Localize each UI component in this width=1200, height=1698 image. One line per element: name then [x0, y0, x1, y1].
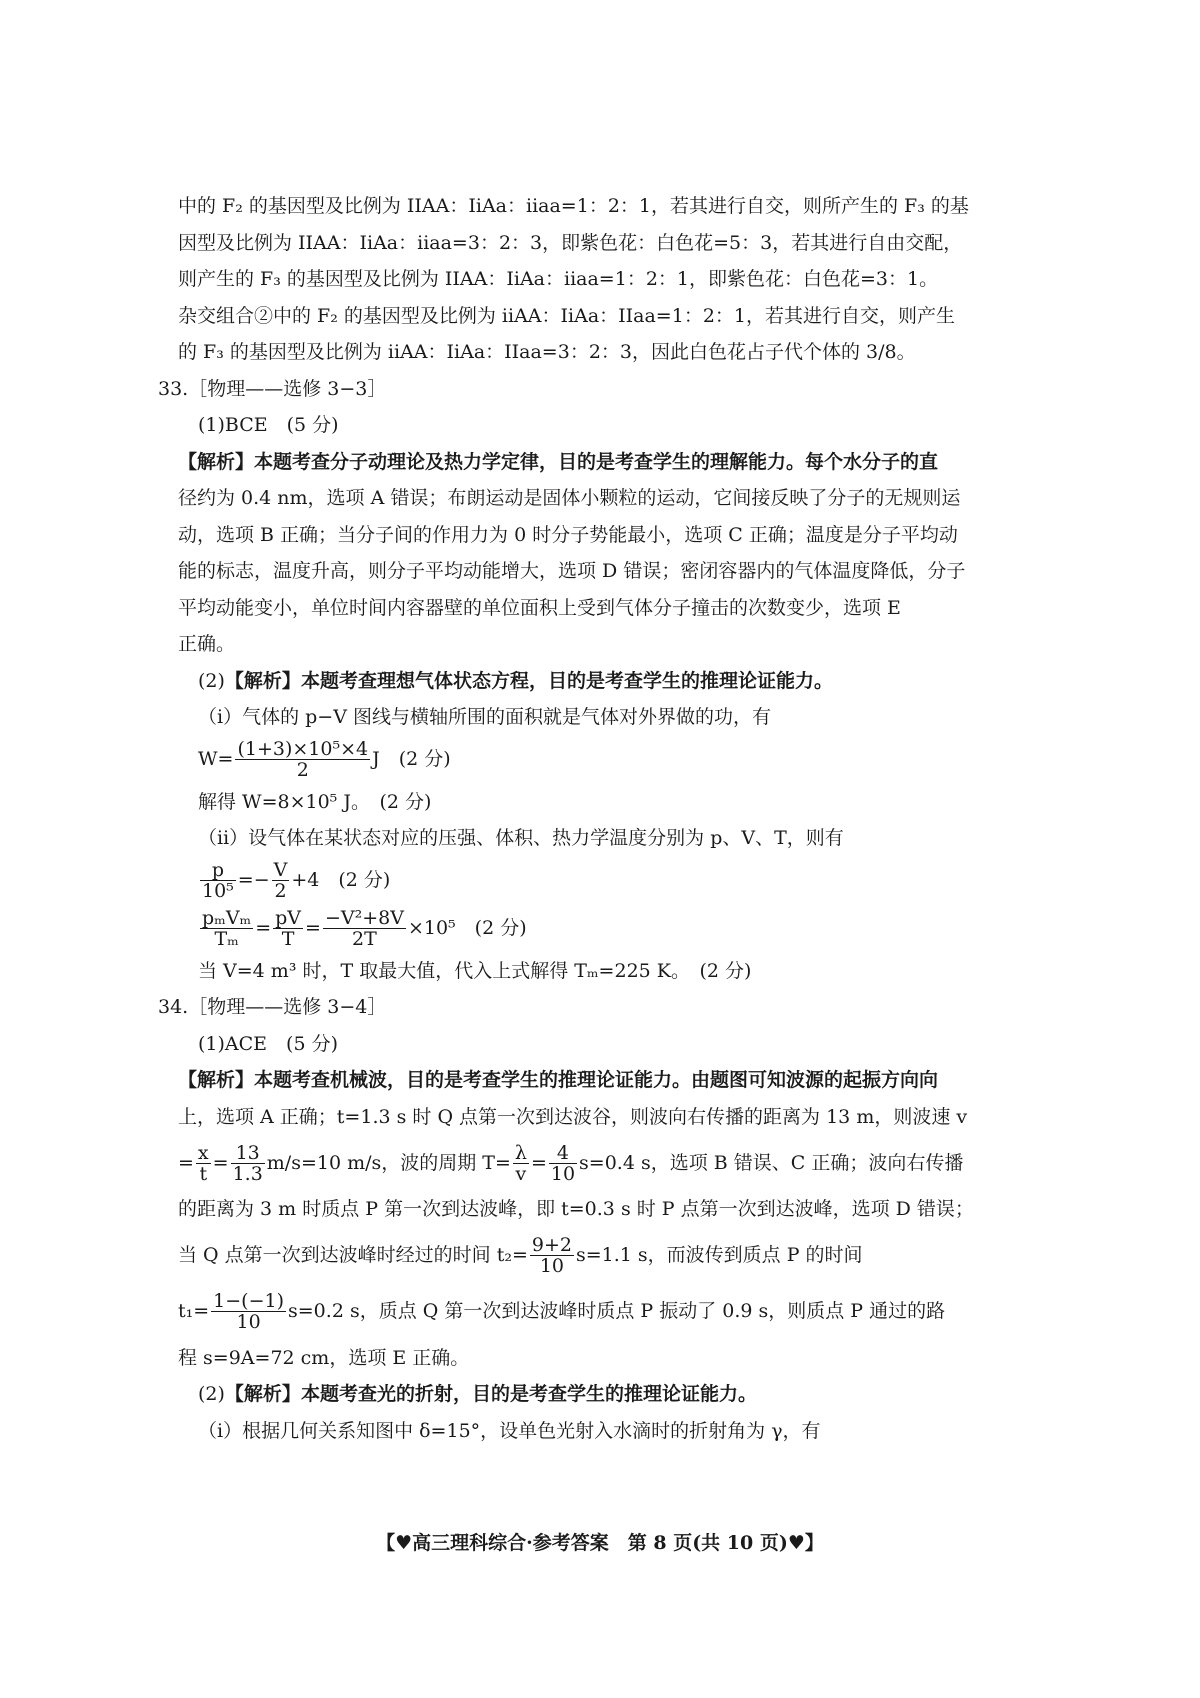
l3-fraction-3 [513, 1143, 529, 1184]
q34-analysis-line-3 [178, 1135, 1038, 1191]
eq1-numerator: (1+3)×10⁵×4 [237, 738, 369, 760]
eq4-tail: ×10⁵ (2 分) [407, 917, 527, 940]
q33-part1-answer: (1)BCE (5 分) [198, 414, 339, 436]
l6-f-num: 1−(−1) [213, 1290, 285, 1312]
l3-fraction-1 [196, 1143, 211, 1184]
q33-equation-2: 解得 W=8×10⁵ J。 (2 分) [198, 790, 432, 813]
l5-f-num: 9+2 [531, 1234, 572, 1256]
q33-heading: 33.［物理——选修 3−3］ [158, 377, 387, 400]
l3-f1-num: x [197, 1141, 209, 1164]
bio-line-5: 的 F₃ 的基因型及比例为 iiAA：IiAa：IIaa=3：2：3，因此白色花占子代个体的 3/8。 [178, 341, 916, 363]
q34-part2-intro: 本题考查光的折射，目的是考查学生的推理论证能力。 [300, 1383, 757, 1405]
eq3-fraction-1 [200, 860, 236, 901]
eq4-fraction-3 [323, 908, 406, 949]
q33-part2-i: （ⅰ）气体的 p−V 图线与横轴所围的面积就是气体对外界做的功，有 [198, 706, 771, 728]
q34-heading: 34.［物理——选修 3−4］ [158, 996, 387, 1018]
l3-fraction-2 [231, 1143, 265, 1184]
l6-text-a: t₁= [178, 1300, 210, 1323]
q33-analysis-line-4: 能的标志，温度升高，则分子平均动能增大，选项 D 错误；密闭容器内的气体温度降低，分子 [178, 560, 966, 582]
eq3-numerator-1: p [200, 860, 236, 881]
q33-analysis-line-3: 动，选项 B 正确；当分子间的作用力为 0 时分子势能最小，选项 C 正确；温度是分子平均动 [178, 523, 958, 546]
l5-fraction [530, 1235, 574, 1276]
bio-line-1: 中的 F₂ 的基因型及比例为 IIAA：IiAa：iiaa=1：2：1，若其进行自交，则所产生的 F₃ 的基 [178, 195, 969, 217]
bio-line-2: 因型及比例为 IIAA：IiAa：iiaa=3：2：3，即紫色花：白色花=5：3，若其进行自由交配， [178, 231, 963, 254]
eq1-lhs: W= [198, 748, 234, 771]
q34-analysis-line-2: 上，选项 A 正确；t=1.3 s 时 Q 点第一次到达波谷，则波向右传播的距离为 13 m，则波速 v [178, 1105, 968, 1128]
eq4-numerator-1: pₘVₘ [202, 907, 252, 929]
q33-part2-tag: 【解析】 [224, 669, 301, 692]
l3-f4-num: 4 [549, 1143, 577, 1164]
l3-f2-den: 1.3 [232, 1162, 263, 1185]
q33-analysis-line-2: 径约为 0.4 nm，选项 A 错误；布朗运动是固体小颗粒的运动，它间接反映了分子的无规则运 [178, 487, 961, 509]
q34-analysis-line-6 [178, 1284, 1038, 1340]
q34-part2-i: （ⅰ）根据几何关系知图中 δ=15°，设单色光射入水滴时的折射角为 γ，有 [198, 1419, 821, 1442]
q33-analysis-line-5: 平均动能变小，单位时间内容器壁的单位面积上受到气体分子撞击的次数变少，选项 E [178, 596, 901, 619]
q33-equation-4: pₘVₘ Tₘ = $\frac{pV}{T}$ = $\frac{\text{−V²+8V}}{2T}$ ×10⁵ (2 分) [202, 907, 527, 950]
l3-f3-den: v [515, 1162, 527, 1185]
l3-f4-den: 10 [550, 1162, 576, 1185]
q33-analysis-line-6: 正确。 [178, 633, 236, 655]
q34-analysis-line-4: 的距离为 3 m 时质点 P 第一次到达波峰，即 t=0.3 s 时 P 点第一次到达波峰，选项 D 错误； [178, 1198, 974, 1220]
eq3-tail: +4 (2 分) [291, 869, 391, 892]
eq4-numerator-2: pV [275, 907, 302, 929]
eq3-denominator-2: 2 [274, 880, 287, 902]
l6-fraction [211, 1291, 286, 1332]
l6-f-den: 10 [236, 1311, 261, 1333]
q33-equation-1 [178, 736, 1038, 784]
eq1-fraction [235, 739, 370, 780]
bio-line-3: 则产生的 F₃ 的基因型及比例为 IIAA：IiAa：iiaa=1：2：1，即紫色花：白色花=3：1。 [178, 268, 939, 290]
eq1-denominator: 2 [296, 759, 309, 781]
l5-f-den: 10 [539, 1255, 565, 1277]
q33-part2-ii: （ⅱ）设气体在某状态对应的压强、体积、热力学温度分别为 p、V、T，则有 [198, 827, 844, 849]
q33-part2-intro: 本题考查理想气体状态方程，目的是考查学生的推理论证能力。 [300, 669, 833, 692]
q34-analysis-tag: 【解析】 [178, 1069, 255, 1091]
eq4-denominator-3: 2T [352, 928, 377, 950]
q34-analysis-line-5 [178, 1228, 1038, 1284]
q33-part2-prefix: (2) [198, 669, 225, 692]
eq4-fraction-2 [273, 908, 303, 949]
l3-f1-den: t [199, 1162, 208, 1185]
eq3-numerator-2: V [273, 859, 288, 881]
q33-analysis-line-1: 本题考查分子动理论及热力学定律，目的是考查学生的理解能力。每个水分子的直 [254, 450, 939, 473]
eq1-tail: J (2 分) [372, 748, 451, 771]
eq3-denominator-1: 10⁵ [202, 880, 234, 902]
q33-equation-3 [178, 857, 1038, 905]
l6-text-b: s=0.2 s，质点 Q 第一次到达波峰时质点 P 振动了 0.9 s，则质点 P 通过的路 [288, 1300, 946, 1323]
l3-eq-d: = [530, 1151, 547, 1174]
q34-part2-prefix: (2) [198, 1383, 225, 1405]
l5-text-b: s=1.1 s，而波传到质点 P 的时间 [575, 1244, 863, 1267]
bio-line-4: 杂交组合②中的 F₂ 的基因型及比例为 iiAA：IiAa：IIaa=1：2：1，若其进行自交，则产生 [178, 304, 955, 327]
eq4-fraction-1 [200, 908, 253, 949]
page-content [158, 188, 1038, 1449]
eq3-fraction-2 [272, 860, 290, 901]
q34-analysis-line-1: 本题考查机械波，目的是考查学生的推理论证能力。由题图可知波源的起振方向向 [254, 1069, 939, 1091]
eq3-mid: =− [237, 869, 270, 892]
l3-fraction-4 [549, 1143, 577, 1184]
q34-part2-tag: 【解析】 [224, 1383, 301, 1405]
eq4-numerator-3: −V²+8V [324, 907, 404, 929]
q33-analysis-tag: 【解析】 [178, 450, 255, 473]
l3-text-e: s=0.4 s，选项 B 错误、C 正确；波向右传播 [579, 1151, 964, 1174]
eq4-denominator-2: T [281, 928, 295, 950]
l3-f2-num: 13 [231, 1143, 265, 1164]
l3-eq-a: = [178, 1151, 194, 1174]
q34-analysis-line-7: 程 s=9A=72 cm，选项 E 正确。 [178, 1346, 470, 1369]
eq4-denominator-1: Tₘ [214, 928, 239, 950]
l5-text-a: 当 Q 点第一次到达波峰时经过的时间 t₂= [178, 1244, 528, 1267]
q33-equation-5: 当 V=4 m³ 时，T 取最大值，代入上式解得 Tₘ=225 K。 (2 分) [198, 959, 752, 982]
q34-part1-answer: (1)ACE (5 分) [198, 1032, 338, 1055]
l3-f3-num: λ [514, 1141, 527, 1164]
page-footer: 【♥高三理科综合·参考答案 第 8 页(共 10 页)♥】 [376, 1532, 824, 1554]
l3-text-c: m/s=10 m/s，波的周期 T= [266, 1151, 511, 1174]
l3-eq-b: = [212, 1151, 229, 1174]
